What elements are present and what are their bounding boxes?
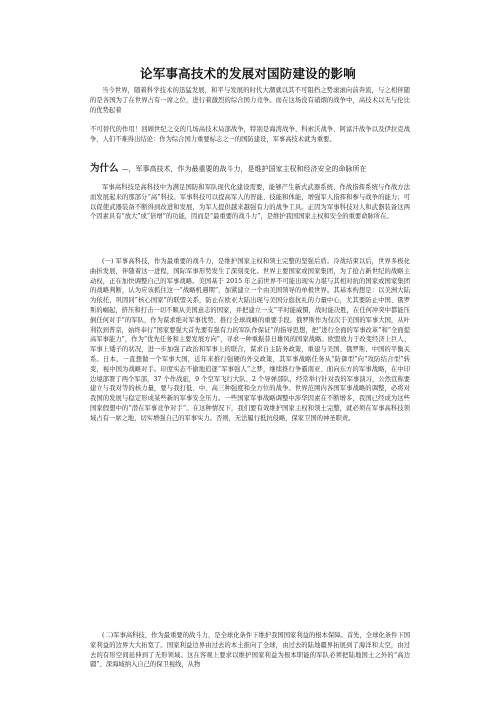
intro-paragraph-1: 当今世界，随着科学技术的迅猛发展，和平与发展的时代大潮就以其不可阻挡之势滚滚向前奔流，与之相伴随的是各国为了在世界占有一席之位，进行着激烈的综合国力竞争。而在这场没有硝烟的战争中，高技术以无与伦比的优势起着: [90, 87, 410, 114]
intro-paragraph-2: 不可替代的作用！回顾世纪之交的几场高技术局部战争，特别是海湾战争、科索沃战争、阿富汗战争以及伊拉克战争，人们不难得出结论：作为综合国力重要标志之一的国防建设，军事高技术就为重要。: [90, 126, 410, 143]
lead-prefix: 为什么: [90, 163, 119, 174]
lead-text: —，军事高技术，作为最重要的战斗力，是维护国家主权和经济安全的命脉所在: [121, 165, 367, 173]
section-lead: [90, 164, 420, 174]
document-title: 论军事高技术的发展对国防建设的影响: [140, 66, 356, 81]
body-paragraph-1: 军事高科技是高科技中为满足国防和军队现代化建设需要，能够产生新式武器系统、作战指挥系统与作战方法而发展起来的那部分“高”科技。军事科技可以提高军人的智能、技能和体能，增强军人指挥和参与战争的能力；可以促使武器装备不断得到改进和发展，为军人提供越来越强有力的战争工具。正因为军事科技对人和武器装备这两个因素具有“放大”或“倍增”的功能，因而是“最重要的战斗力”，是维护我国国家主权和安全的重要命脉所在。: [90, 184, 410, 221]
body-paragraph-2: (一) 军事高科技，作为最重要的战斗力，是维护国家主权和领土完整的坚强后盾。冷战结束以后，世界多极化曲折发展，伴随着这一进程，国际军事形势发生了深刻变化。世界主要国家或国家集团，为了抢占新世纪的战略主动权，正在加快调整自己的军事战略。美国基于 2015 年之前世界不可能出现实力堪与其相对抗的国家或国家集团的战略判断，认为应该抓住这一“战略机遇期”，加紧建立一个由美国领导的单极世界。其基本构想是：以美洲大陆为依托，巩固同“核心国家”的联盟关系，防止在欧亚大陆出现与美国分庭抗礼的力量中心，尤其要防止中国、俄罗斯的崛起，挤压和打击一切不顺从美国意志的国家，并把建立一支“平时能威慑，战时能决胜，在任何冲突中都能压倒任何对手”的军队，作为谋求绝对军事优势、推行全球战略的重要手段。俄罗斯作为仅次于美国的军事大国，从叶利钦到普京，始终奉行“国家要强大首先要有强有力的军队作保证”的指导思想，把“进行全面的军事改革”和“全面提高军事能力”，作为“优先任务和主要发展方向”，寻求一种重振昔日雄风的国家战略。欧盟致力于改变经济上巨人、军事上矮子的状况，进一步加强了政治和军事上的联合，谋求自主防务政策，重建与美国、俄罗斯、中国的平衡关系。日本，一直想做一个军事大国，近年来推行强硬的外交政策，其军事战略任务从“防御型”向“攻防结合型”转变，视中国为战略对手。印度实态不偷地追逐“军事强人”之梦，继续推行争霸南亚、面向东方的军事战略，在中印边境部署了两个军部，37 个作战旅，9 个空军飞行大队、2 个导弹部队，经常举行针对我的军事演习，公然宣称要建立与我对等的核力量，要与我打低、中、高三种强度和全方位的战争。世界范围内各国军事战略的调整，必将对我国的发展与稳定形成某些新的军事安全压力。一些国家军事战略调整中涉华因素在不断增多，我国已经成为这些国家假想中的“潜在军事竞争对手”。在这种情况下，我们要有效维护国家主权和领土完整，就必须在军事高科技领域占有一席之地，切实增强自己的军事实力。否则，无法履行抵抗侵略、保家卫国的神圣职责。: [90, 258, 410, 422]
body-paragraph-3: (二)军事高科技，作为最重要的战斗力，是全球化条件下维护我国国家利益的根本保障。首先，全球化条件下国家利益的边界大大拓宽了。国家利益边界由过去的本土推向了全球，由过去的陆地疆界拓展到了海洋和太空，由过去的有形空间延伸到了无形领域。这在客观上要求以维护国家利益为根本职能的军队必须把陆地国土之外的“高边疆”、深海域纳入自己的保卫视线，从物: [90, 632, 410, 669]
